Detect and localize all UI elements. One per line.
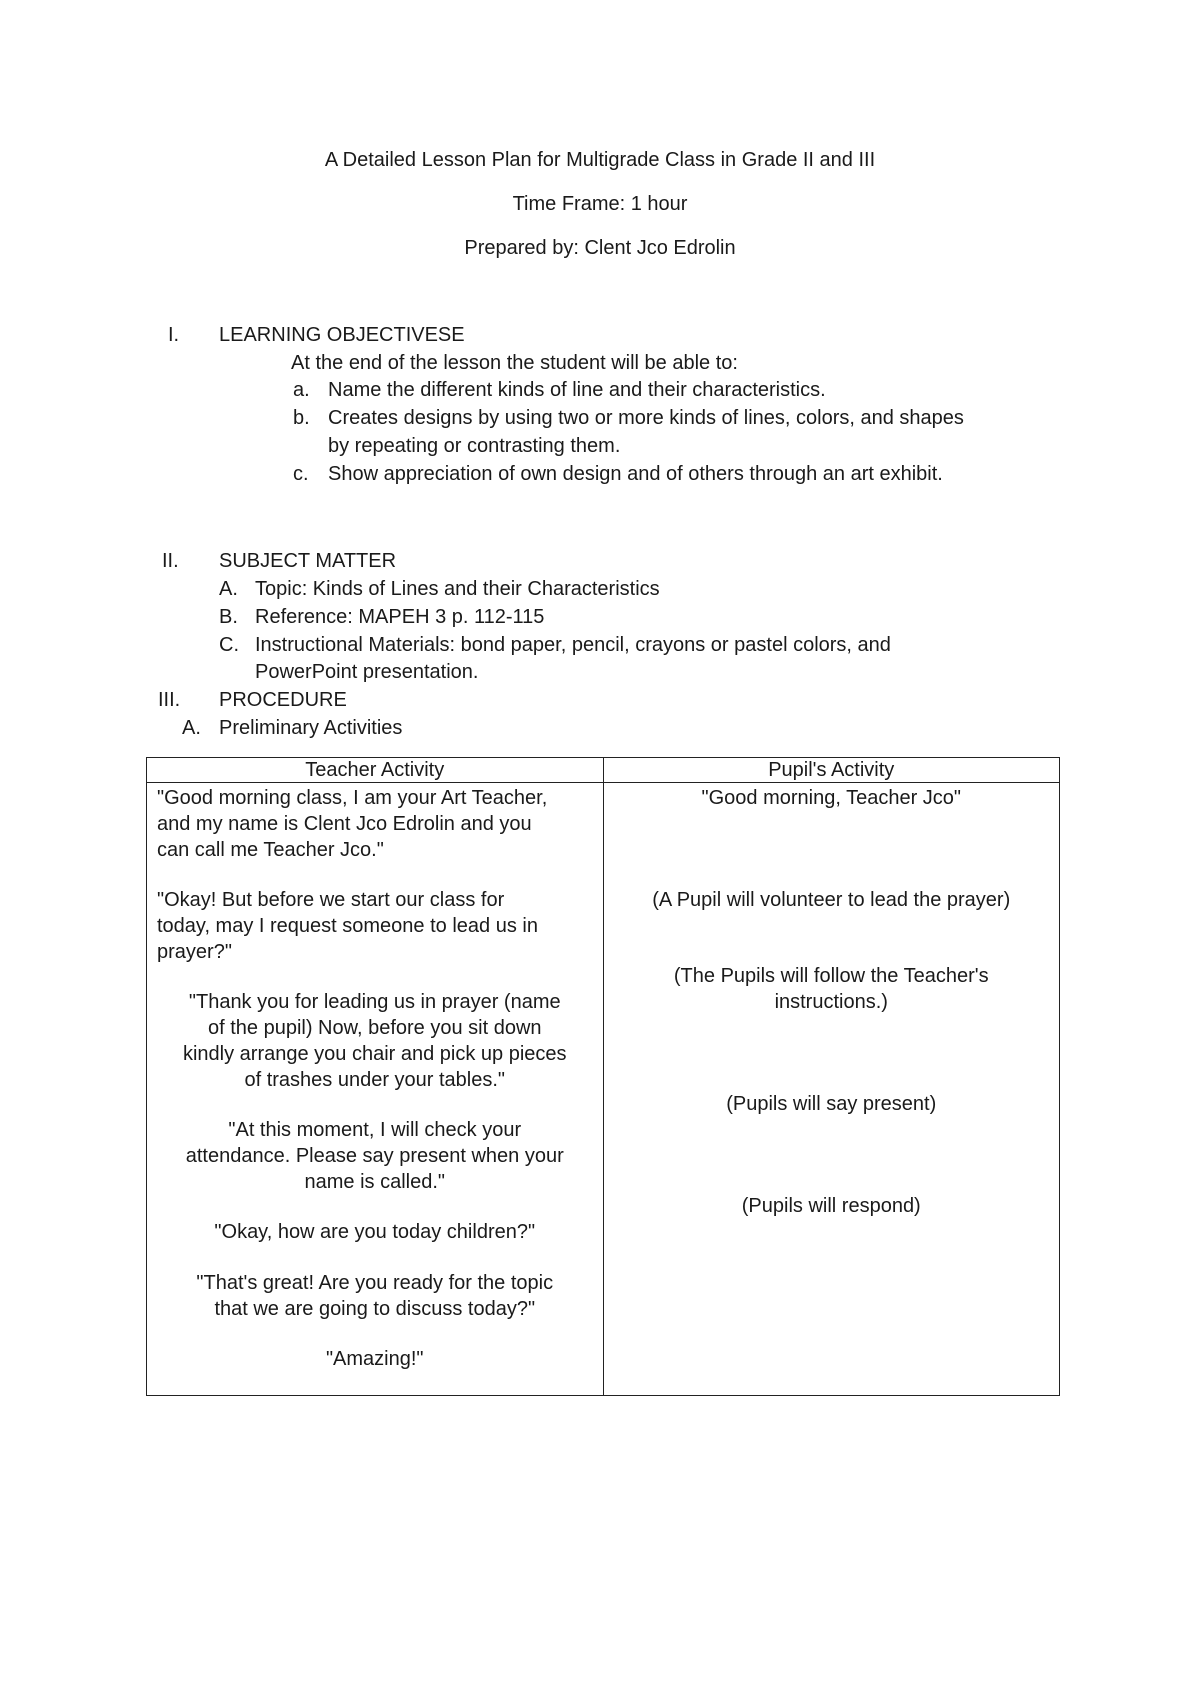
teacher-line	[157, 887, 593, 965]
teacher-activity-cell	[147, 783, 604, 1396]
list-marker: a.	[293, 379, 310, 401]
teacher-line-text: name is called."	[304, 1171, 445, 1193]
table-header-row	[147, 758, 1060, 783]
list-item-text: Instructional Materials: bond paper, pencil, crayons or pastel colors, and	[255, 634, 891, 656]
teacher-line	[157, 1346, 593, 1372]
objectives-intro: At the end of the lesson the student will be able to:	[291, 352, 738, 374]
teacher-line	[157, 1270, 593, 1322]
list-marker: c.	[293, 463, 309, 485]
section-heading: SUBJECT MATTER	[219, 550, 397, 572]
pupil-line	[614, 1193, 1050, 1219]
teacher-line-text: prayer?"	[157, 941, 232, 963]
teacher-line-text: "Okay, how are you today children?"	[214, 1221, 536, 1243]
list-item-text: by repeating or contrasting them.	[328, 435, 621, 457]
list-item-text: Name the different kinds of line and their characteristics.	[328, 379, 826, 401]
teacher-line-text: can call me Teacher Jco."	[157, 839, 384, 861]
teacher-line	[157, 785, 593, 863]
pupil-line	[614, 785, 1050, 811]
pupil-activity-cell	[603, 783, 1060, 1396]
section-numeral: III.	[158, 689, 181, 711]
teacher-line-text: that we are going to discuss today?"	[214, 1298, 536, 1320]
pupil-line-text: (Pupils will say present)	[726, 1093, 937, 1115]
list-item-text: Topic: Kinds of Lines and their Characteristics	[255, 578, 660, 600]
teacher-line-text: kindly arrange you chair and pick up pieces	[182, 1043, 567, 1065]
time-frame: Time Frame: 1 hour	[512, 193, 688, 215]
teacher-line-text: "At this moment, I will check your	[228, 1119, 522, 1141]
teacher-line-text: "Thank you for leading us in prayer (name	[188, 991, 561, 1013]
pupil-line-text: (Pupils will respond)	[741, 1195, 921, 1217]
activity-table	[146, 757, 1060, 1396]
pupil-line	[614, 963, 1050, 1015]
section-numeral: I.	[168, 324, 180, 346]
teacher-activity-header: Teacher Activity	[147, 758, 604, 783]
pupil-activity-header: Pupil's Activity	[603, 758, 1060, 783]
section-heading: PROCEDURE	[219, 689, 347, 711]
pupil-line-text: "Good morning, Teacher Jco"	[701, 787, 962, 809]
subsection-marker: A.	[182, 717, 201, 739]
pupil-line-text: (A Pupil will volunteer to lead the prayer)	[652, 889, 1011, 911]
teacher-line	[157, 1219, 593, 1245]
list-marker: B.	[219, 606, 238, 628]
teacher-line-text: and my name is Clent Jco Edrolin and you	[157, 813, 532, 835]
teacher-line-text: "Amazing!"	[325, 1348, 424, 1370]
list-item-text: Creates designs by using two or more kinds of lines, colors, and shapes	[328, 407, 964, 429]
pupil-line	[614, 1091, 1050, 1117]
subsection-heading: Preliminary Activities	[219, 717, 403, 739]
list-item-text: Show appreciation of own design and of others through an art exhibit.	[328, 463, 943, 485]
pupil-line	[614, 887, 1050, 913]
teacher-line-text: "Good morning class, I am your Art Teacher,	[157, 787, 548, 809]
teacher-line-text: "Okay! But before we start our class for	[157, 889, 505, 911]
document-title: A Detailed Lesson Plan for Multigrade Class in Grade II and III	[324, 149, 876, 171]
section-heading: LEARNING OBJECTIVESE	[219, 324, 465, 346]
teacher-line-text: of the pupil) Now, before you sit down	[207, 1017, 542, 1039]
prepared-by: Prepared by: Clent Jco Edrolin	[464, 237, 736, 259]
teacher-line-text: today, may I request someone to lead us in	[157, 915, 538, 937]
teacher-line-text: of trashes under your tables."	[244, 1069, 506, 1091]
section-numeral: II.	[162, 550, 179, 572]
list-marker: b.	[293, 407, 310, 429]
pupil-line-text: instructions.)	[774, 991, 888, 1013]
teacher-line-text: "That's great! Are you ready for the topic	[196, 1272, 554, 1294]
teacher-line	[157, 1117, 593, 1195]
table-row	[147, 783, 1060, 1396]
list-marker: A.	[219, 578, 238, 600]
list-item-text: PowerPoint presentation.	[255, 661, 479, 683]
list-item-text: Reference: MAPEH 3 p. 112-115	[255, 606, 545, 628]
teacher-line-text: attendance. Please say present when your	[185, 1145, 564, 1167]
pupil-line-text: (The Pupils will follow the Teacher's	[673, 965, 989, 987]
teacher-line	[157, 989, 593, 1093]
list-marker: C.	[219, 634, 239, 656]
